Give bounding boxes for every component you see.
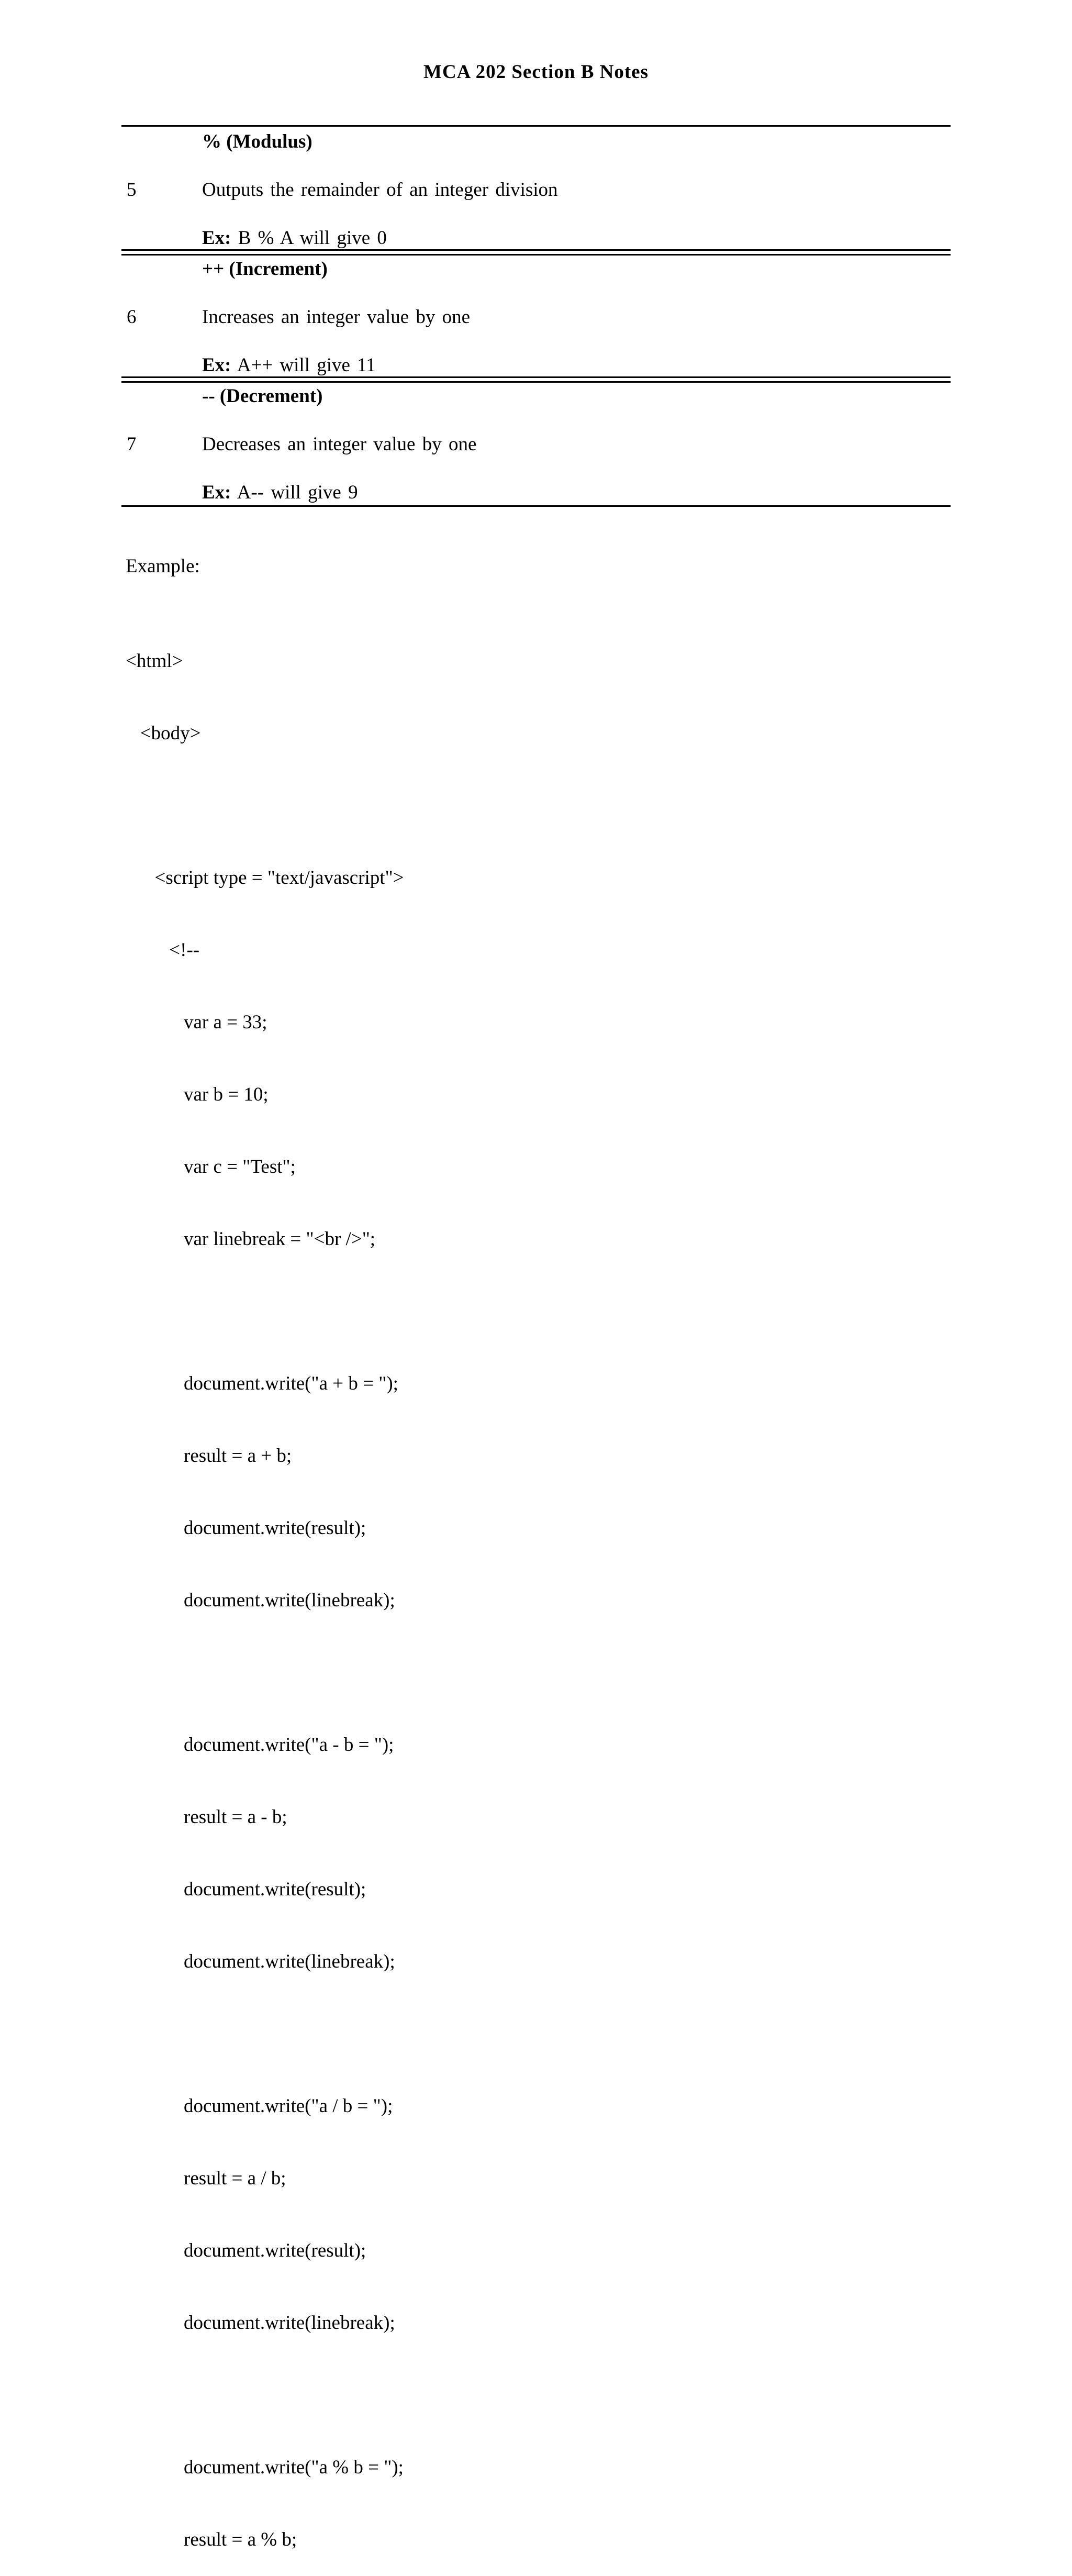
code-line: var c = "Test"; <box>126 1156 296 1178</box>
code-line <box>126 1661 404 1685</box>
example-label: Ex: <box>202 482 231 503</box>
operator-description: Decreases an integer value by one <box>202 434 477 455</box>
operator-example <box>202 354 376 376</box>
code-line: document.write(result); <box>126 2240 366 2261</box>
example-label: Ex: <box>202 354 231 376</box>
code-line <box>126 2022 404 2046</box>
code-line: result = a % b; <box>126 2529 297 2550</box>
code-line: document.write("a % b = "); <box>126 2457 404 2478</box>
code-line: result = a + b; <box>126 1445 292 1467</box>
code-listing <box>126 601 404 2576</box>
code-line <box>126 794 404 818</box>
code-line: document.write(result); <box>126 1879 366 1900</box>
operator-row-decrement <box>121 380 951 507</box>
operator-number: 7 <box>127 434 137 455</box>
table-double-rule <box>121 376 951 383</box>
operator-example <box>202 481 358 504</box>
table-rule <box>121 505 951 507</box>
table-double-rule <box>121 249 951 256</box>
example-text: A-- will give 9 <box>231 482 358 503</box>
code-line: document.write("a / b = "); <box>126 2095 393 2117</box>
operator-row-modulus <box>121 125 951 252</box>
page-title: MCA 202 Section B Notes <box>423 61 649 83</box>
code-line: document.write(result); <box>126 1517 366 1539</box>
code-line: result = a / b; <box>126 2168 286 2189</box>
code-line: document.write(linebreak); <box>126 1590 395 1611</box>
code-line: var linebreak = "<br />"; <box>126 1228 376 1250</box>
code-line: document.write(linebreak); <box>126 1951 395 1972</box>
code-line <box>126 2383 404 2407</box>
operator-row-increment <box>121 252 951 380</box>
code-line: var a = 33; <box>126 1012 267 1033</box>
code-line: document.write("a - b = "); <box>126 1734 394 1756</box>
table-rule <box>121 125 951 127</box>
operator-table <box>121 125 951 507</box>
code-line: document.write("a + b = "); <box>126 1373 398 1394</box>
example-label: Ex: <box>202 227 231 249</box>
code-line: document.write(linebreak); <box>126 2312 395 2334</box>
code-line: <body> <box>126 723 201 744</box>
operator-description: Outputs the remainder of an integer division <box>202 179 558 201</box>
example-heading: Example: <box>126 556 200 577</box>
code-line: result = a - b; <box>126 1806 287 1828</box>
code-line: <html> <box>126 650 183 672</box>
operator-number: 5 <box>127 179 137 201</box>
operator-name: ++ (Increment) <box>202 258 328 280</box>
example-text: B % A will give 0 <box>231 227 387 249</box>
code-line: <!-- <box>126 939 200 961</box>
operator-description: Increases an integer value by one <box>202 306 471 328</box>
operator-name: -- (Decrement) <box>202 385 323 407</box>
code-line: var b = 10; <box>126 1084 269 1105</box>
code-line <box>126 1300 404 1324</box>
operator-name: % (Modulus) <box>202 131 312 152</box>
code-line: <script type = "text/javascript"> <box>126 867 404 889</box>
operator-example <box>202 227 387 249</box>
example-text: A++ will give 11 <box>231 354 376 376</box>
operator-number: 6 <box>127 306 137 328</box>
